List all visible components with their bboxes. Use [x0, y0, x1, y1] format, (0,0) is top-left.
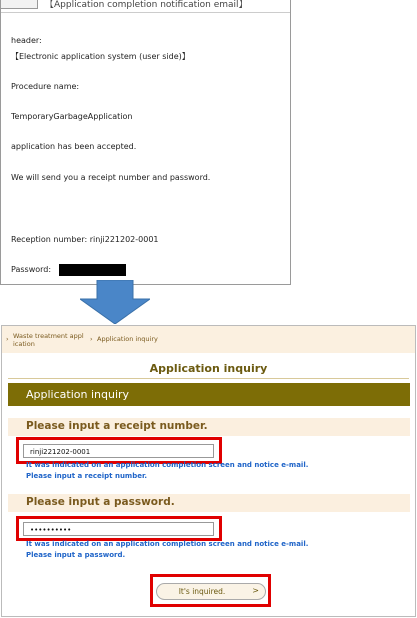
email-line-password: Password: [11, 265, 52, 274]
chevron-right-icon: > [252, 586, 259, 595]
breadcrumb-separator: › [90, 335, 93, 343]
section-header-title: Application inquiry [26, 388, 130, 401]
email-divider [1, 12, 290, 13]
inquire-button-label: It's inquired. [178, 587, 226, 596]
down-arrow-icon [80, 280, 150, 324]
email-line-procedure-label: Procedure name: [11, 82, 80, 91]
breadcrumb-item-application-inquiry: Application inquiry [97, 335, 158, 343]
notification-email [0, 0, 291, 285]
password-instruction: Please input a password. [26, 551, 126, 559]
email-subject: 【Application completion notification email】 [45, 0, 248, 10]
email-line-procedure-name: TemporaryGarbageApplication [11, 112, 133, 121]
inquiry-page [1, 325, 416, 617]
section-header-bar [8, 383, 410, 406]
receipt-heading: Please input a receipt number. [26, 420, 208, 432]
receipt-note: It was indicated on an application completion screen and notice e-mail. [26, 461, 309, 469]
password-heading-bar [8, 494, 410, 512]
email-line-send-info: We will send you a receipt number and password. [11, 173, 211, 182]
email-line-system: 【Electronic application system (user side)】 [11, 52, 190, 61]
password-redaction [59, 264, 126, 276]
receipt-number-input[interactable]: rinji221202-0001 [23, 444, 214, 458]
password-note: It was indicated on an application completion screen and notice e-mail. [26, 540, 309, 548]
title-divider [8, 378, 409, 379]
inquire-button[interactable] [156, 583, 266, 600]
email-line-header: header: [11, 36, 42, 45]
page-title: Application inquiry [149, 362, 268, 375]
receipt-instruction: Please input a receipt number. [26, 472, 148, 480]
breadcrumb [2, 326, 415, 353]
mail-icon [1, 0, 38, 9]
password-input[interactable]: •••••••••• [23, 522, 214, 536]
breadcrumb-item-waste-treatment[interactable]: Waste treatment appl ication [13, 332, 84, 348]
receipt-heading-bar [8, 418, 410, 436]
email-line-accepted: application has been accepted. [11, 142, 137, 151]
email-line-reception-number: Reception number: rinji221202-0001 [11, 235, 159, 244]
password-heading: Please input a password. [26, 496, 175, 508]
breadcrumb-separator: › [6, 335, 9, 343]
